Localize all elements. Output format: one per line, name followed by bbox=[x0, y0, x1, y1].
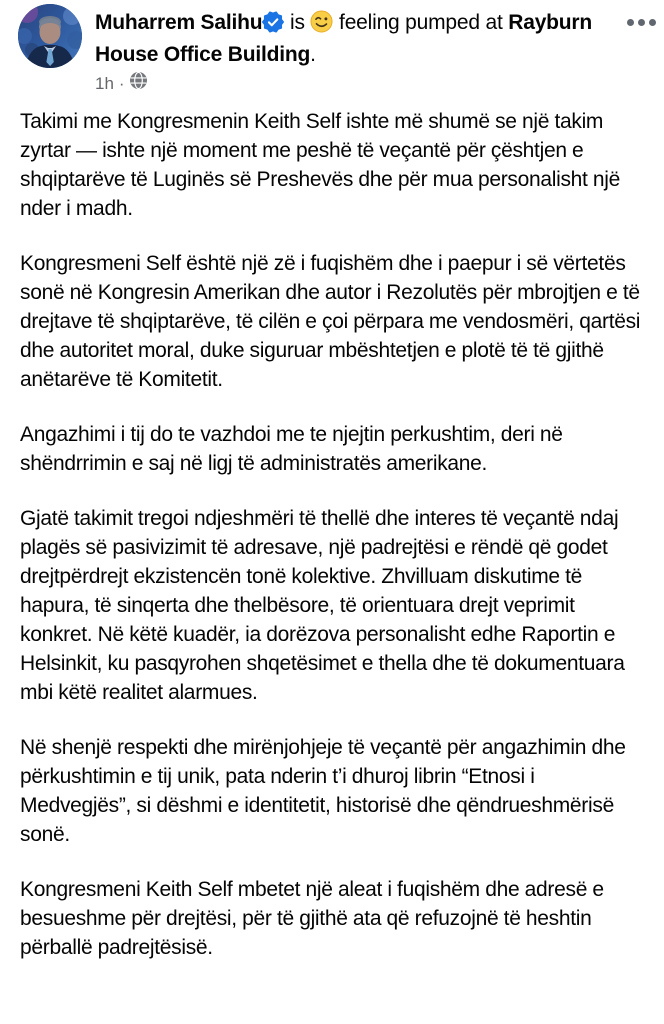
activity-text: feeling pumped at bbox=[333, 11, 509, 34]
post-paragraph: Kongresmeni Keith Self mbetet një aleat i fuqishëm dhe adresë e besueshme për drejtësi, për të gjithë ata që refuzojnë të heshtin përballë padrejtësisë. bbox=[20, 878, 604, 959]
sentence-end: . bbox=[310, 43, 316, 66]
header-info bbox=[95, 4, 620, 95]
post-header bbox=[0, 0, 664, 95]
verified-badge-icon bbox=[262, 11, 284, 41]
profile-avatar[interactable] bbox=[18, 4, 82, 68]
post-paragraph: Kongresmeni Self është një zë i fuqishëm dhe i paepur i së vërtetës sonë në Kongresin Amerikan dhe autor i Rezolutës për mbrojtjen e të drejtave të shqiptarëve, të cilën e çoi përpara me vendosmëri, qartësi dhe autoritet moral, duke siguruar mbështetjen e plotë të të gjithë anëtarëve të Komitetit. bbox=[20, 252, 641, 391]
post-paragraph: Gjatë takimit tregoi ndjeshmëri të thellë dhe interes të veçantë ndaj plagës së pasivizimit të adresave, një padrejtësi e rëndë që godet drejtpërdrejt ekzistencën tonë kolektive. Zhvilluam diskutime të hapura, të sinqerta dhe thelbësore, të orientuara drejt veprimit konkret. Në këtë kuadër, ia dorëzova personalisht edhe Raportin e Helsinkit, ku pasqyrohen shqetësimet e thella dhe të dokumentuara mbi këtë realitet alarmues. bbox=[20, 507, 625, 704]
ellipsis-icon bbox=[627, 19, 634, 26]
globe-icon bbox=[130, 72, 147, 95]
more-options-button[interactable] bbox=[621, 13, 662, 32]
post-paragraph: Angazhimi i tij do te vazhdoi me te njejtin perkushtim, deri në shëndrrimin e saj në ligj të administratës amerikane. bbox=[20, 423, 563, 475]
post-paragraph: Takimi me Kongresmenin Keith Self ishte më shumë se një takim zyrtar — ishte një moment me peshë të veçantë për çështjen e shqiptarëve të Luginës së Preshevës dhe për mua personalisht një nder i madh. bbox=[20, 110, 621, 220]
timestamp[interactable]: 1h bbox=[95, 73, 114, 93]
author-name[interactable]: Muharrem Salihu bbox=[95, 11, 263, 34]
post-body bbox=[0, 95, 664, 962]
post-meta bbox=[95, 72, 620, 95]
location-link[interactable]: Rayburn House Office Building bbox=[95, 11, 593, 66]
feeling-emoji-icon bbox=[310, 10, 333, 41]
connector-text: is bbox=[284, 11, 311, 34]
post-paragraph: Në shenjë respekti dhe mirënjohjeje të veçantë për angazhimin dhe përkushtimin e tij unik, pata nderin t’i dhuroj librin “Etnosi i Medvegjës”, si dëshmi e identitetit, historisë dhe qëndrueshmërisë sonë. bbox=[20, 736, 626, 846]
post-title-line bbox=[95, 9, 600, 69]
meta-separator: · bbox=[118, 73, 125, 93]
profile-photo bbox=[18, 4, 82, 68]
